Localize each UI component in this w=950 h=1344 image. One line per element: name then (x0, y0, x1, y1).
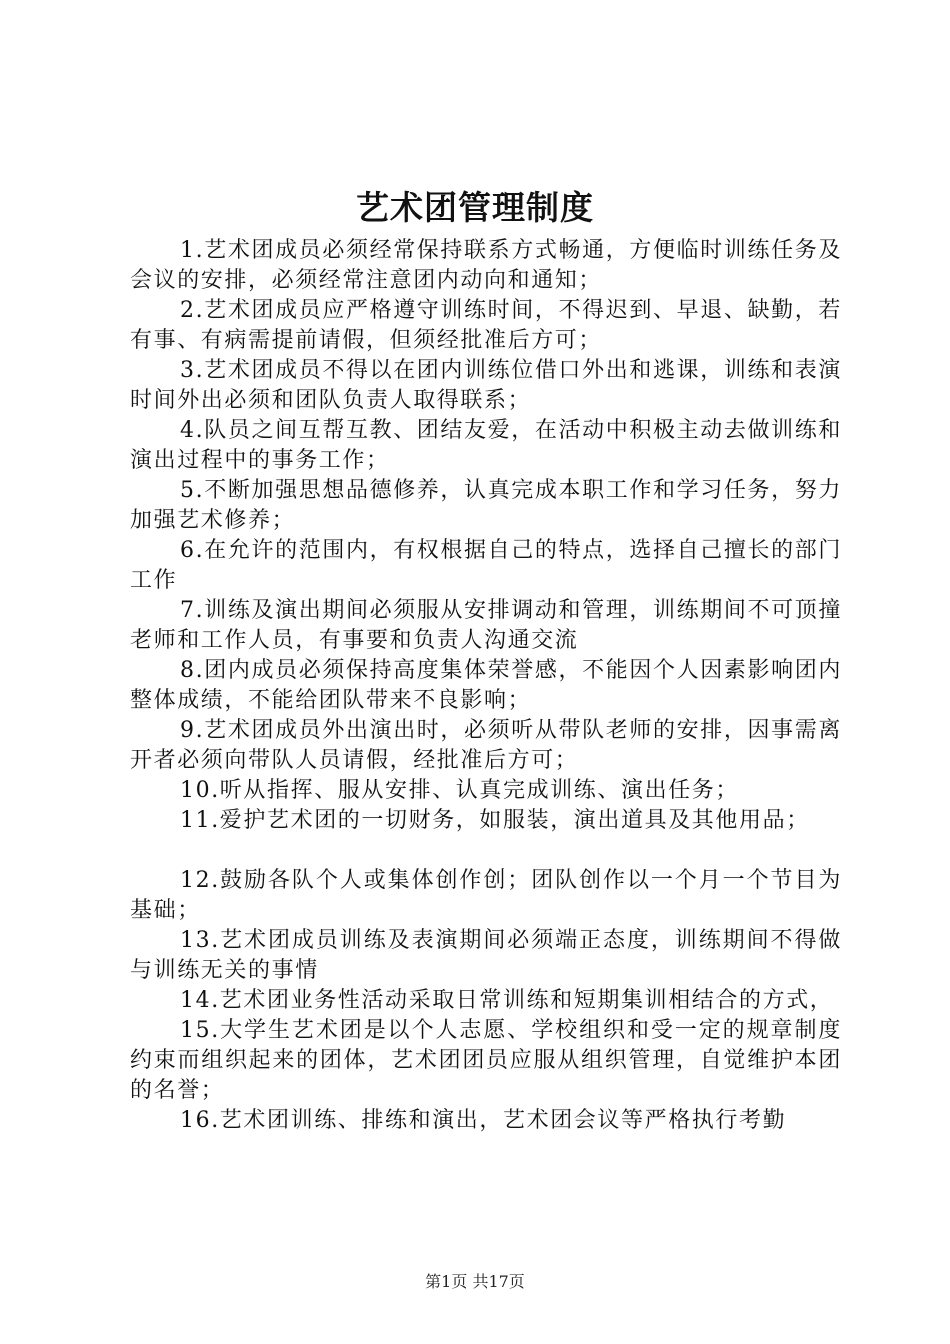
rule-paragraph-3: 3.艺术团成员不得以在团内训练位借口外出和逃课，训练和表演时间外出必须和团队负责人取得联系； (130, 358, 842, 413)
rule-paragraph-16: 16.艺术团训练、排练和演出，艺术团会议等严格执行考勤 (180, 1108, 787, 1133)
rule-paragraph-10: 10.听从指挥、服从安排、认真完成训练、演出任务； (180, 778, 739, 803)
rule-paragraph-4: 4.队员之间互帮互教、团结友爱，在活动中积极主动去做训练和演出过程中的事务工作； (130, 418, 842, 473)
rule-paragraph-8: 8.团内成员必须保持高度集体荣誉感，不能因个人因素影响团内整体成绩，不能给团队带来不良影响； (130, 658, 842, 713)
rule-paragraph-15: 15.大学生艺术团是以个人志愿、学校组织和受一定的规章制度约束而组织起来的团体，艺术团团员应服从组织管理，自觉维护本团的名誉； (130, 1018, 842, 1103)
rule-paragraph-6: 6.在允许的范围内，有权根据自己的特点，选择自己擅长的部门工作 (130, 538, 842, 593)
page-footer: 第1页 共17页 (425, 1272, 525, 1291)
blank-line (130, 836, 842, 866)
rule-paragraph-11: 11.爱护艺术团的一切财务，如服装，演出道具及其他用品； (180, 808, 810, 833)
rule-paragraph-12: 12.鼓励各队个人或集体创作创；团队创作以一个月一个节目为基础； (130, 868, 842, 923)
rule-paragraph-1: 1.艺术团成员必须经常保持联系方式畅通，方便临时训练任务及会议的安排，必须经常注意团内动向和通知； (130, 238, 842, 293)
rule-paragraph-13: 13.艺术团成员训练及表演期间必须端正态度，训练期间不得做与训练无关的事情 (130, 928, 842, 983)
document-body (130, 236, 842, 1136)
rule-paragraph-14: 14.艺术团业务性活动采取日常训练和短期集训相结合的方式， (180, 988, 834, 1013)
rule-paragraph-9: 9.艺术团成员外出演出时，必须听从带队老师的安排，因事需离开者必须向带队人员请假，经批准后方可； (130, 718, 842, 773)
page-title: 艺术团管理制度 (356, 188, 594, 227)
rule-paragraph-2: 2.艺术团成员应严格遵守训练时间，不得迟到、早退、缺勤，若有事、有病需提前请假，但须经批准后方可； (130, 298, 842, 353)
rule-paragraph-7: 7.训练及演出期间必须服从安排调动和管理，训练期间不可顶撞老师和工作人员，有事要和负责人沟通交流 (130, 598, 842, 653)
rule-paragraph-5: 5.不断加强思想品德修养，认真完成本职工作和学习任务，努力加强艺术修养； (130, 478, 842, 533)
